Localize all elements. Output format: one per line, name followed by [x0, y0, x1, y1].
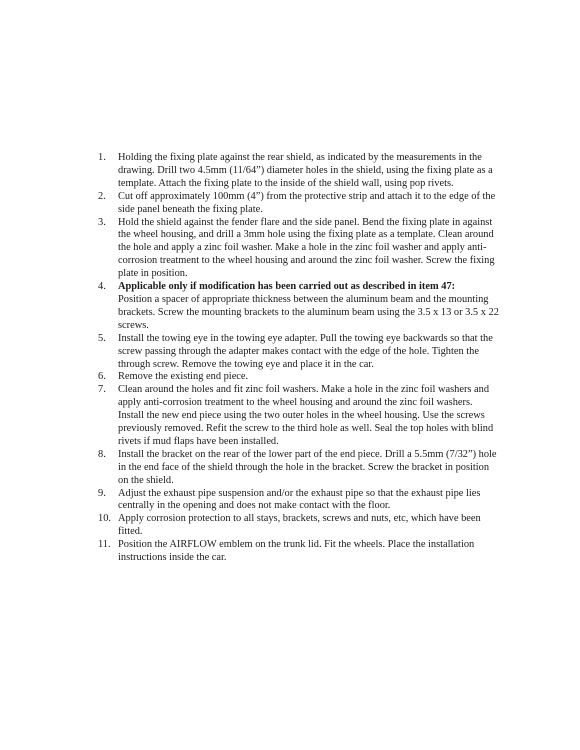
instruction-step-2 — [98, 191, 500, 217]
instruction-step-1 — [98, 152, 500, 191]
step-text: Clean around the holes and fit zinc foil washers. Make a hole in the zinc foil washers and apply anti-corrosion treatment to the wheel housing and around the zinc foil washers. Install the new end piece using the two outer holes in the wheel housing. Use the screws previously removed. Refit the screw to the third hole as well. Seal the top holes with blind rivets if mud flaps have been installed. — [118, 384, 494, 447]
step-number: 6. — [98, 371, 106, 383]
step-number: 3. — [98, 216, 106, 228]
step-text: Install the bracket on the rear of the lower part of the end piece. Drill a 5.5mm (7/32”) hole in the end face of the shield through the hole in the bracket. Screw the bracket in position on the shield. — [118, 448, 497, 486]
step-text: Apply corrosion protection to all stays, brackets, screws and nuts, etc, which have been fitted. — [118, 513, 481, 538]
instruction-step-4 — [98, 281, 500, 333]
instruction-step-10 — [98, 513, 500, 539]
instruction-step-11 — [98, 539, 500, 565]
instruction-list — [98, 152, 500, 565]
step-text: Adjust the exhaust pipe suspension and/or the exhaust pipe so that the exhaust pipe lies centrally in the opening and does not make contact with the floor. — [118, 487, 481, 512]
step-number: 5. — [98, 332, 106, 344]
step-text: Position a spacer of appropriate thickness between the aluminum beam and the mounting brackets. Screw the mounting brackets to the aluminum beam using the 3.5 x 13 or 3.5 x 22 screws. — [118, 293, 499, 331]
step-number: 11. — [98, 539, 111, 551]
step-number: 7. — [98, 384, 106, 396]
step-number: 4. — [98, 281, 106, 293]
instruction-step-3 — [98, 217, 500, 282]
step-text: Cut off approximately 100mm (4”) from the protective strip and attach it to the edge of the side panel beneath the fixing plate. — [118, 190, 496, 215]
instruction-step-6 — [98, 371, 500, 384]
step-text: Install the towing eye in the towing eye adapter. Pull the towing eye backwards so that the screw passing through the adapter makes contact with the edge of the hole. Tighten the through screw. Remove the towing eye and place it in the car. — [118, 332, 493, 370]
step-text: Holding the fixing plate against the rear shield, as indicated by the measurements in the drawing. Drill two 4.5mm (11/64”) diameter holes in the shield, using the fixing plate as a template. Attach the fixing plate to the inside of the shield wall, using pop rivets. — [118, 152, 493, 189]
step-text: Remove the existing end piece. — [118, 371, 249, 383]
step-number: 9. — [98, 487, 106, 499]
step-text: Position the AIRFLOW emblem on the trunk lid. Fit the wheels. Place the installation instructions inside the car. — [118, 539, 475, 564]
step-heading: Applicable only if modification has been carried out as described in item 47: — [118, 281, 456, 293]
step-number: 8. — [98, 448, 106, 460]
step-number: 10. — [98, 513, 111, 525]
step-number: 1. — [98, 152, 106, 163]
instruction-step-9 — [98, 488, 500, 514]
instruction-step-8 — [98, 449, 500, 488]
step-number: 2. — [98, 190, 106, 202]
instruction-step-7 — [98, 384, 500, 449]
step-text: Hold the shield against the fender flare and the side panel. Bend the fixing plate in against the wheel housing, and drill a 3mm hole using the fixing plate as a template. Clean around the hole and apply a zinc foil washer. Make a hole in the zinc foil washer and apply anti-corrosion treatment to the wheel housing and around the zinc foil washer. Screw the fixing plate in position. — [118, 216, 495, 280]
instruction-step-5 — [98, 333, 500, 372]
